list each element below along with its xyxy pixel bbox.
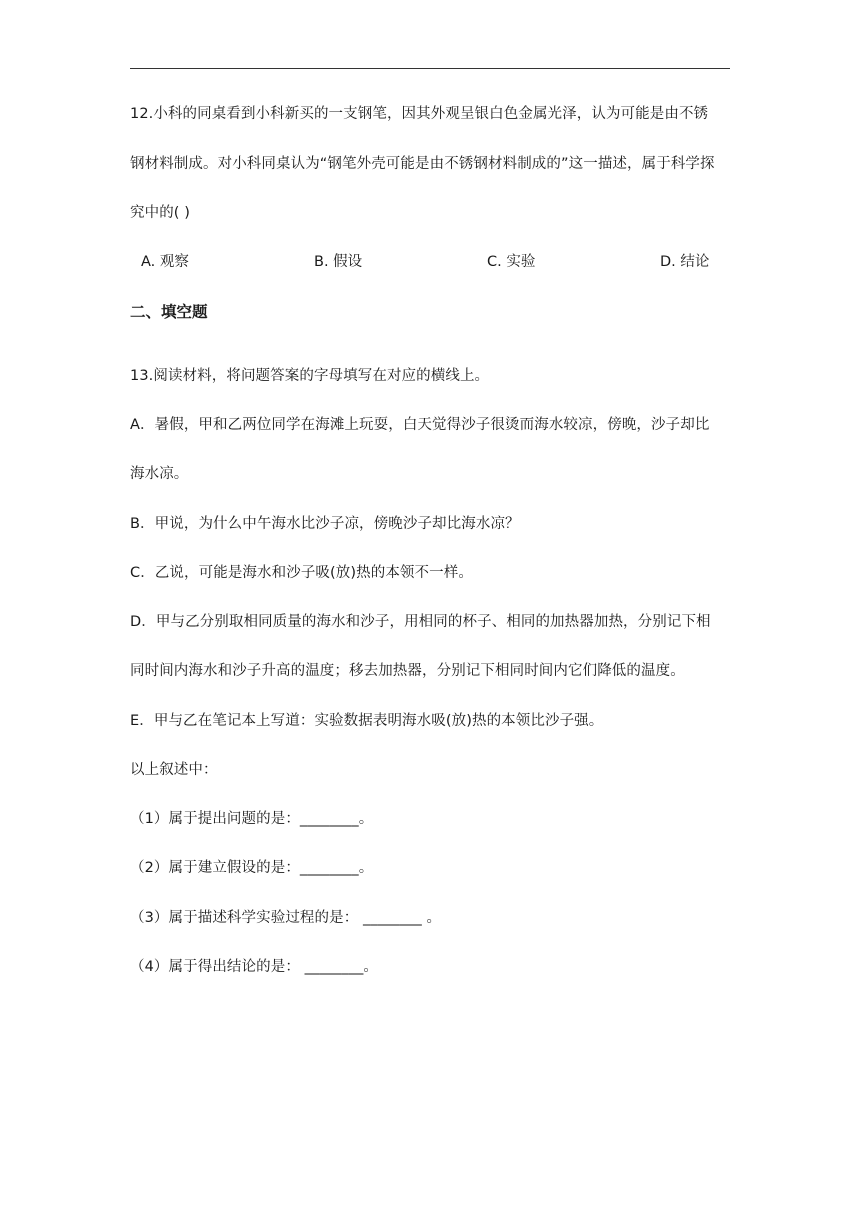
question-13-item-a-line-1: A．暑假，甲和乙两位同学在海滩上玩耍，白天觉得沙子很烫而海水较凉，傍晚，沙子却比 xyxy=(130,417,710,433)
question-13-sub-1: （1）属于提出问题的是：________。 xyxy=(130,811,374,827)
question-13-item-c: C．乙说，可能是海水和沙子吸(放)热的本领不一样。 xyxy=(130,565,473,581)
question-12-line-2: 钢材料制成。对小科同桌认为“钢笔外壳可能是由不锈钢材料制成的”这一描述，属于科学探 xyxy=(130,156,715,172)
option-c: C. 实验 xyxy=(487,254,536,270)
question-13-sub-2: （2）属于建立假设的是：________。 xyxy=(130,860,374,876)
question-13-item-a-line-2: 海水凉。 xyxy=(130,466,189,482)
question-13-sub-3: （3）属于描述科学实验过程的是： ________ 。 xyxy=(130,910,442,926)
question-13-sub-4: （4）属于得出结论的是： ________。 xyxy=(130,959,379,975)
question-13-item-b: B．甲说，为什么中午海水比沙子凉，傍晚沙子却比海水凉？ xyxy=(130,516,520,532)
question-12-line-1: 12.小科的同桌看到小科新买的一支钢笔，因其外观呈银白色金属光泽，认为可能是由不锈 xyxy=(130,106,709,122)
option-b: B. 假设 xyxy=(314,254,363,270)
option-a: A. 观察 xyxy=(141,254,189,270)
question-13-intro: 13.阅读材料，将问题答案的字母填写在对应的横线上。 xyxy=(130,368,490,384)
question-13-lead: 以上叙述中： xyxy=(130,762,218,778)
section-title-fill-in: 二、填空题 xyxy=(130,303,208,321)
question-12-line-3: 究中的( ) xyxy=(130,205,191,221)
question-13-item-d-line-2: 同时间内海水和沙子升高的温度；移去加热器，分别记下相同时间内它们降低的温度。 xyxy=(130,663,685,679)
question-13-item-e: E．甲与乙在笔记本上写道：实验数据表明海水吸(放)热的本领比沙子强。 xyxy=(130,713,604,729)
question-12-options xyxy=(130,252,730,272)
header-divider xyxy=(130,68,730,69)
option-d: D. 结论 xyxy=(660,254,710,270)
question-13-item-d-line-1: D．甲与乙分别取相同质量的海水和沙子，用相同的杯子、相同的加热器加热，分别记下相 xyxy=(130,614,711,630)
